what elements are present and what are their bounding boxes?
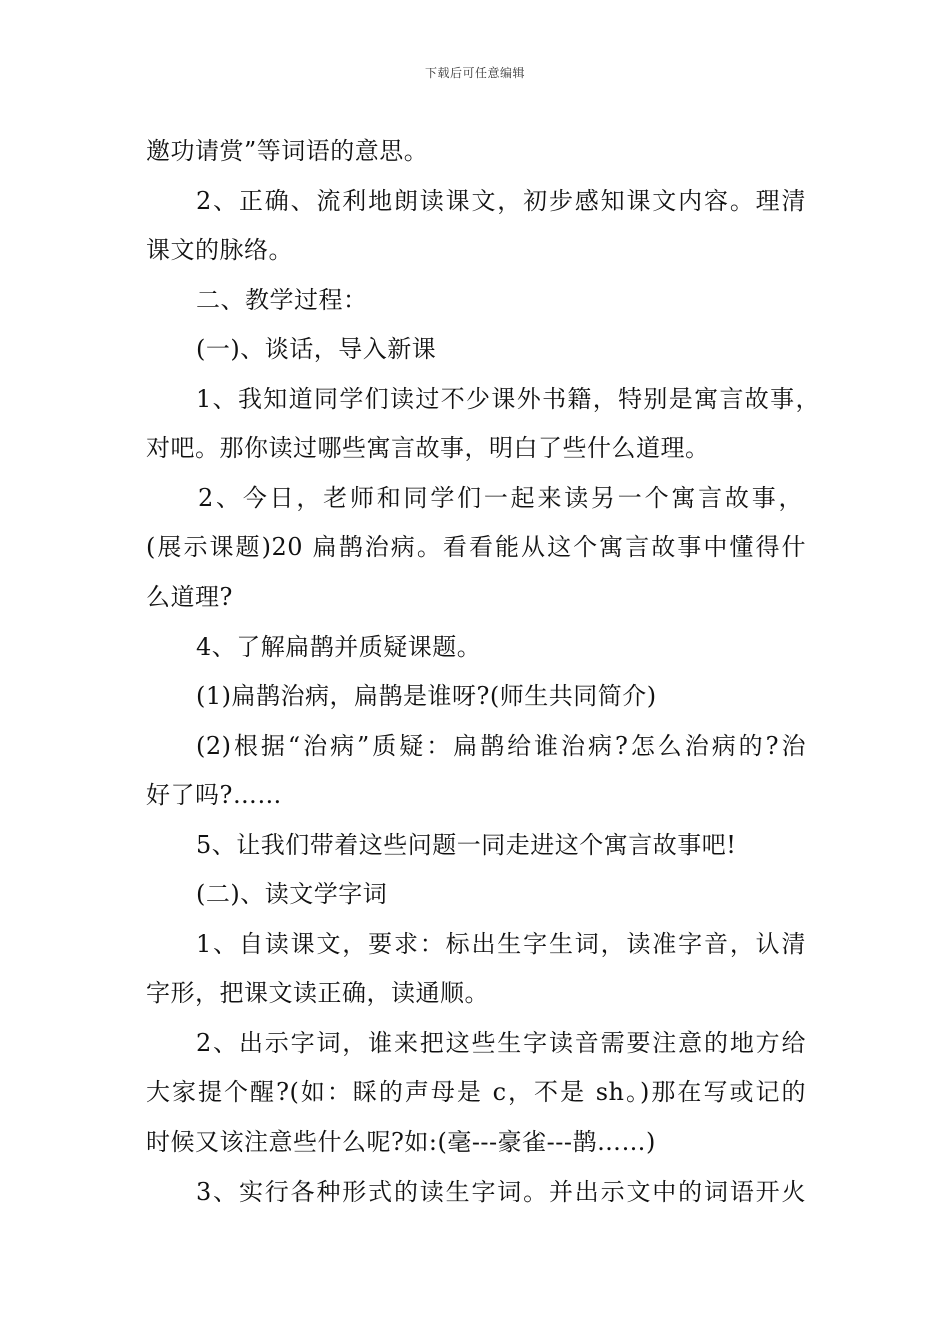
text-line-20: 大家提个醒?(如：睬的声母是 c，不是 sh。)那在写或记的 — [146, 1078, 806, 1106]
text-line-16: (二)、读文学字词 — [196, 880, 388, 908]
text-line-7: 对吧。那你读过哪些寓言故事，明白了些什么道理。 — [146, 434, 710, 462]
text-line-8: 2、今日，老师和同学们一起来读另一个寓言故事， — [198, 484, 803, 512]
page-header-note: 下载后可任意编辑 — [424, 66, 525, 80]
text-line-17: 1、自读课文，要求：标出生字生词，读准字音，认清 — [196, 930, 806, 958]
text-line-12: (1)扁鹊治病，扁鹊是谁呀?(师生共同简介) — [196, 682, 657, 710]
text-line-18: 字形，把课文读正确，读通顺。 — [146, 979, 489, 1007]
text-line-5: (一)、谈话，导入新课 — [196, 335, 437, 363]
text-line-3: 课文的脉络。 — [146, 236, 293, 264]
text-line-15: 5、让我们带着这些问题一同走进这个寓言故事吧! — [196, 831, 737, 859]
text-line-1: 邀功请赏”等词语的意思。 — [146, 137, 429, 165]
text-line-11: 4、了解扁鹊并质疑课题。 — [196, 633, 482, 661]
text-line-19: 2、出示字词，谁来把这些生字读音需要注意的地方给 — [196, 1029, 806, 1057]
text-line-10: 么道理? — [146, 583, 233, 611]
text-line-9: (展示课题)20 扁鹊治病。看看能从这个寓言故事中懂得什 — [146, 533, 806, 561]
text-line-4: 二、教学过程： — [196, 286, 368, 314]
text-line-6: 1、我知道同学们读过不少课外书籍，特别是寓言故事， — [196, 385, 820, 413]
text-line-14: 好了吗?…… — [146, 781, 282, 809]
text-line-13: (2)根据“治病”质疑：扁鹊给谁治病?怎么治病的?治 — [196, 732, 806, 760]
text-line-22: 3、实行各种形式的读生字词。并出示文中的词语开火 — [196, 1178, 806, 1206]
text-line-2: 2、正确、流利地朗读课文，初步感知课文内容。理清 — [196, 187, 806, 215]
text-line-21: 时候又该注意些什么呢?如:(毫---豪雀---鹊……) — [146, 1128, 656, 1156]
